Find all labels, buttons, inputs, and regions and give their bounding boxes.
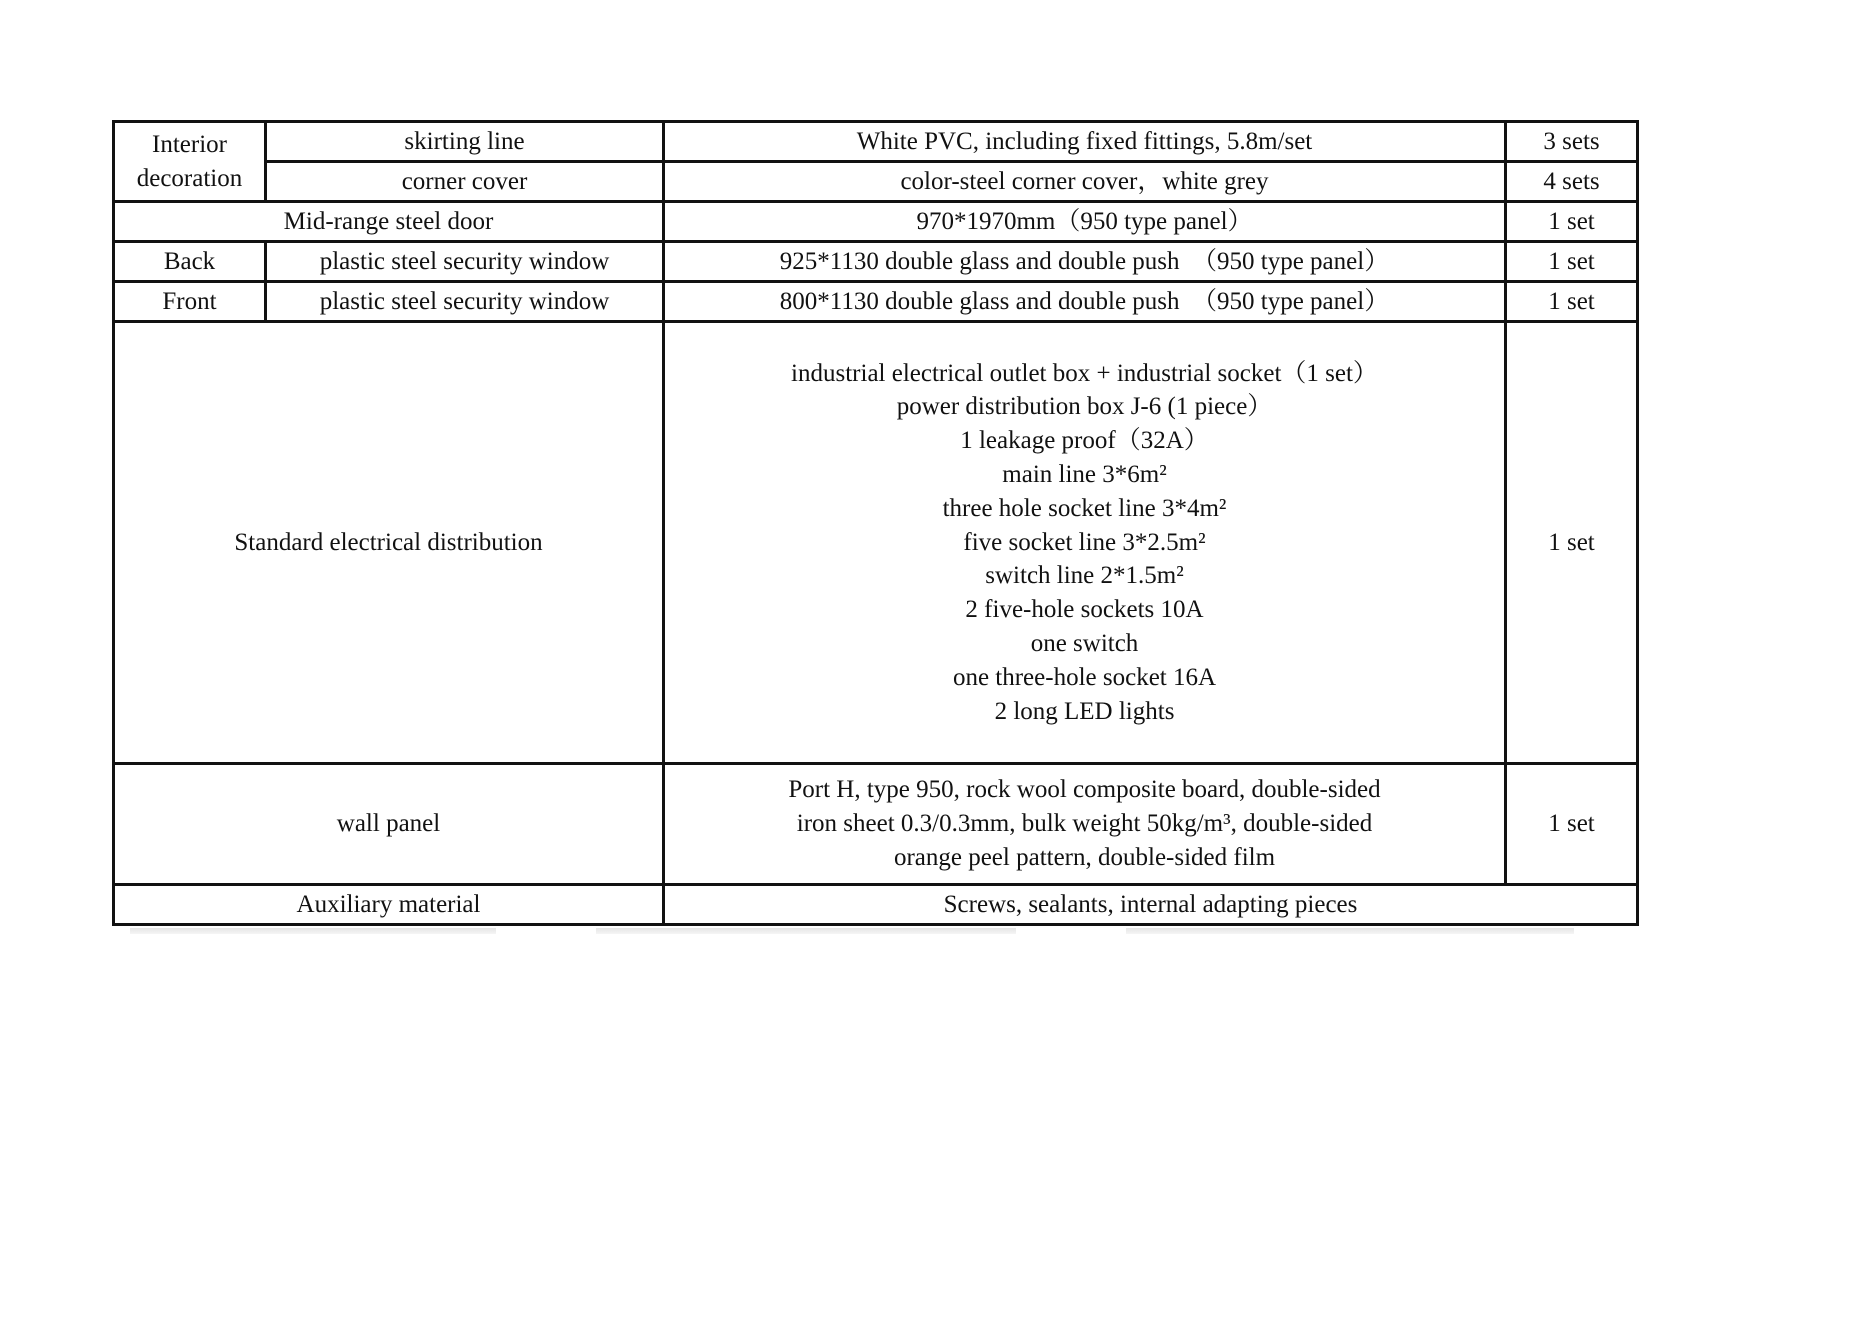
- wall-panel-line: Port H, type 950, rock wool composite board, double-sided: [788, 776, 1381, 803]
- corner-spec: color-steel corner cover，white grey: [664, 162, 1506, 202]
- electrical-line: main line 3*6m²: [1002, 461, 1167, 488]
- corner-qty: 4 sets: [1506, 162, 1638, 202]
- table-row-back-window: [114, 242, 1638, 282]
- wall-panel-line: orange peel pattern, double-sided film: [893, 844, 1276, 871]
- table-row-front-window: [114, 282, 1638, 322]
- electrical-line: switch line 2*1.5m²: [985, 562, 1184, 590]
- corner-item: corner cover: [266, 162, 664, 202]
- door-item: Mid-range steel door: [114, 202, 664, 242]
- skirting-qty: 3 sets: [1506, 122, 1638, 162]
- electrical-line: industrial electrical outlet box + industrial socket（1 set）: [791, 359, 1378, 387]
- scan-artifact-strip: [596, 928, 1016, 934]
- table-row-auxiliary: [114, 885, 1638, 925]
- table-row-wall-panel: [114, 764, 1638, 885]
- back-window-qty: 1 set: [1506, 242, 1638, 282]
- electrical-line: 1 leakage proof（32A）: [960, 427, 1209, 455]
- electrical-spec-list: [664, 322, 1506, 764]
- interior-label-line1: Interior: [152, 130, 227, 158]
- table-row-corner: [114, 162, 1638, 202]
- wall-panel-qty: 1 set: [1506, 764, 1638, 885]
- scan-artifact-strip: [1126, 928, 1574, 934]
- auxiliary-spec: Screws, sealants, internal adapting pieces: [664, 885, 1638, 925]
- front-window-item: plastic steel security window: [266, 282, 664, 322]
- electrical-line: 2 five-hole sockets 10A: [965, 596, 1204, 624]
- electrical-line: one switch: [1030, 629, 1139, 657]
- wall-panel-spec: [664, 764, 1506, 885]
- scan-artifact-strip: [130, 928, 496, 934]
- electrical-line: three hole socket line 3*4m²: [942, 494, 1227, 522]
- electrical-line: five socket line 3*2.5m²: [963, 528, 1206, 556]
- electrical-item: Standard electrical distribution: [114, 322, 664, 764]
- back-window-spec: 925*1130 double glass and double push （950 type panel）: [664, 242, 1506, 282]
- electrical-line: 2 long LED lights: [994, 697, 1175, 725]
- front-window-position: Front: [114, 282, 266, 322]
- back-window-position: Back: [114, 242, 266, 282]
- skirting-spec: White PVC, including fixed fittings, 5.8m/set: [664, 122, 1506, 162]
- electrical-line: power distribution box J-6 (1 piece）: [896, 393, 1273, 421]
- table-row-electrical: [114, 322, 1638, 764]
- door-spec: 970*1970mm（950 type panel）: [664, 202, 1506, 242]
- electrical-line: one three-hole socket 16A: [952, 663, 1217, 691]
- door-qty: 1 set: [1506, 202, 1638, 242]
- table-row-skirting: [114, 122, 1638, 162]
- auxiliary-item: Auxiliary material: [114, 885, 664, 925]
- spec-table: [112, 120, 1639, 926]
- wall-panel-line: iron sheet 0.3/0.3mm, bulk weight 50kg/m³, double-sided: [796, 810, 1373, 837]
- interior-label-line2: decoration: [136, 164, 243, 192]
- electrical-qty: 1 set: [1506, 322, 1638, 764]
- skirting-item: skirting line: [266, 122, 664, 162]
- back-window-item: plastic steel security window: [266, 242, 664, 282]
- interior-decoration-cell: [114, 122, 266, 202]
- front-window-qty: 1 set: [1506, 282, 1638, 322]
- wall-panel-item: wall panel: [114, 764, 664, 885]
- front-window-spec: 800*1130 double glass and double push （950 type panel）: [664, 282, 1506, 322]
- table-row-door: [114, 202, 1638, 242]
